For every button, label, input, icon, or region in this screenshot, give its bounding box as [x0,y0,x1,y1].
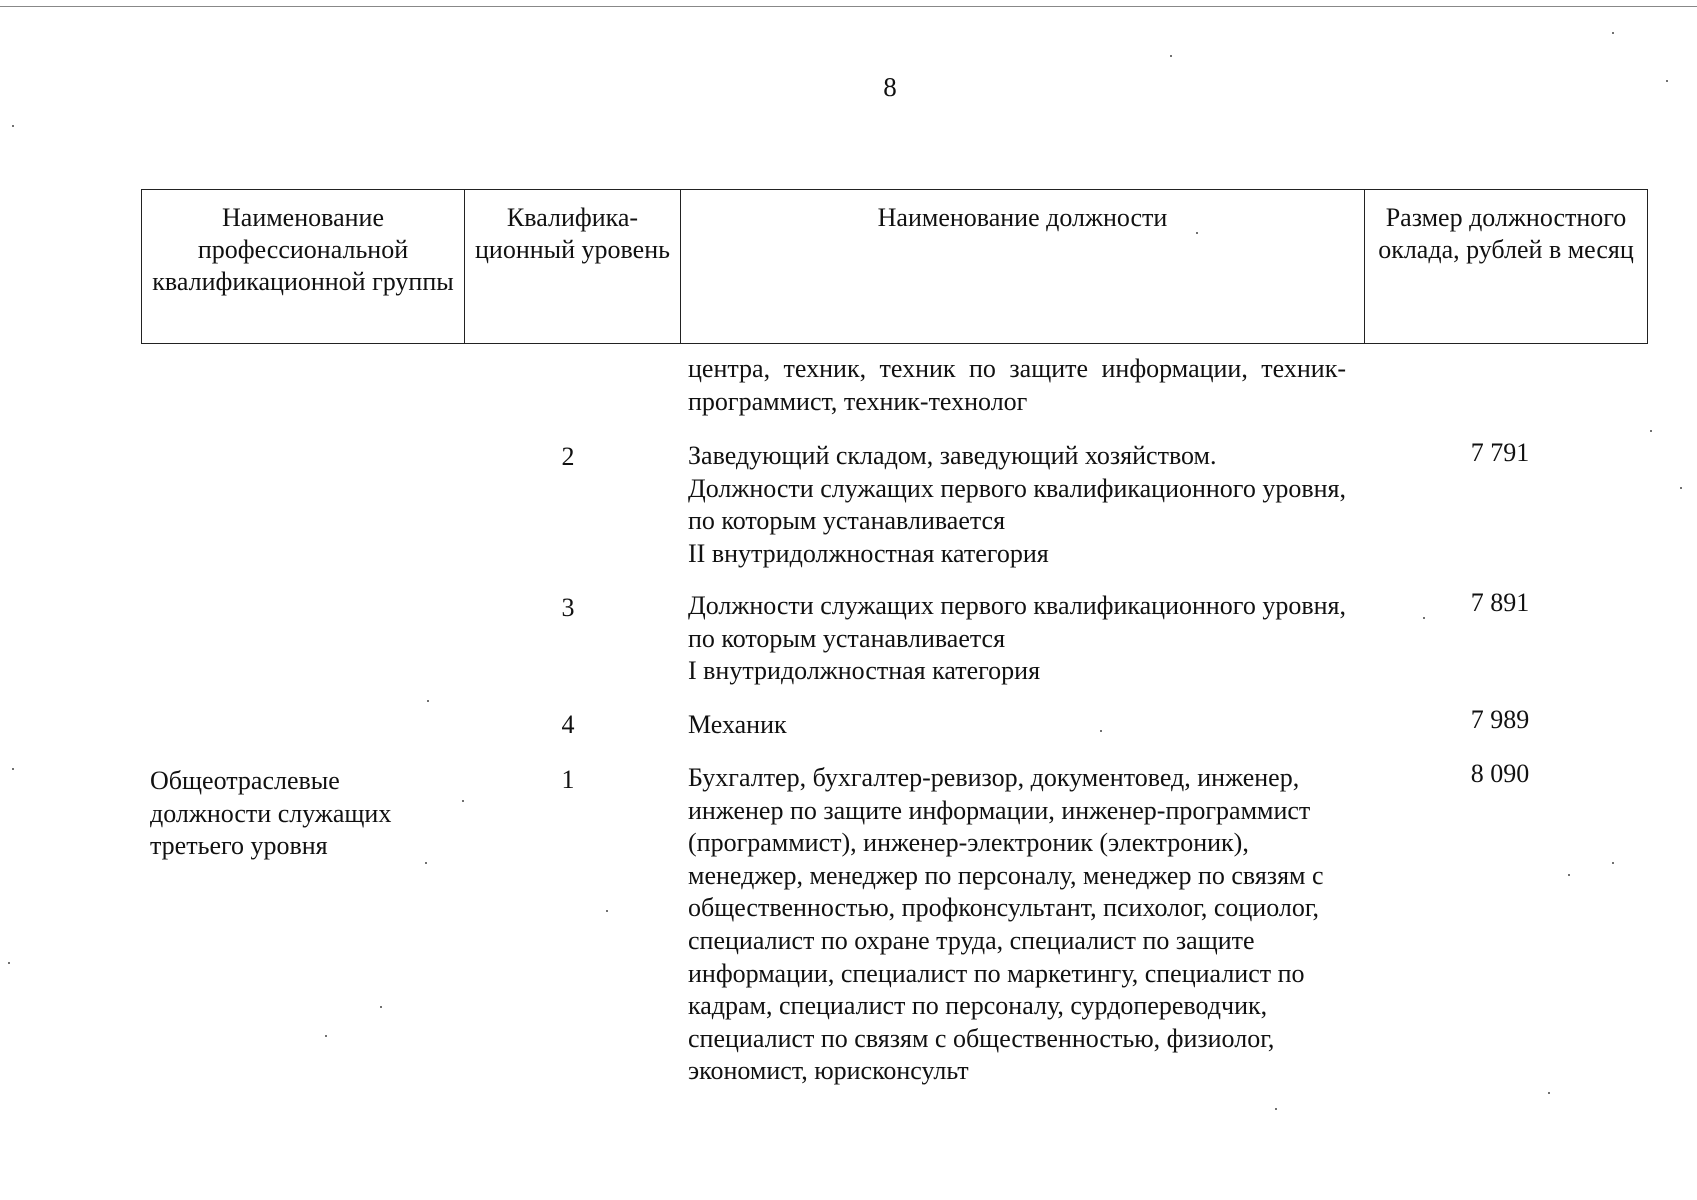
row-3-level: 4 [561,710,575,739]
header-level-cell: Квалифика-ционный уровень [465,190,681,344]
top-rule [0,6,1697,7]
row-3-salary: 7 989 [1470,705,1530,734]
row-4-positions: Бухгалтер, бухгалтер-ревизор, документовед, инженер, инженер по защите информации, инженер-программист (программист), инженер-электроник (электроник), менеджер, менеджер по персоналу, менеджер по связям с общественностью, профконсультант, психолог, социолог, специалист по охране труда, специалист по защите информации, специалист по маркетингу, специалист по кадрам, специалист по персоналу, сурдопереводчик, специалист по связям с общественностью, физиолог, экономист, юрисконсульт [688,763,1324,1086]
header-group-cell: Наименование профессиональной квалификационной группы [142,190,465,344]
row-1-salary: 7 791 [1470,438,1530,467]
row-4-salary: 8 090 [1470,759,1530,788]
header-row [142,190,1648,344]
row-1-level: 2 [561,442,575,471]
page-number: 8 [883,72,897,102]
row-2-positions: Должности служащих первого квалификационного уровня, по которым устанавливается I внутридолжностная категория [688,591,1346,686]
row-4-level: 1 [561,765,575,794]
row-3-positions: Механик [688,710,787,739]
row-2-level: 3 [561,593,575,622]
row-1-positions: Заведующий складом, заведующий хозяйством. Должности служащих первого квалификационного уровня, по которым устанавливается II внутридолжностная категория [688,441,1346,568]
header-salary-cell: Размер должностного оклада, рублей в месяц [1365,190,1648,344]
row-0-positions: центра, техник, техник по защите информации, техник-программист, техник-технолог [688,354,1346,416]
row-2-salary: 7 891 [1470,588,1530,617]
table-header [141,189,1648,344]
header-position-cell: Наименование должности [681,190,1365,344]
row-4-group: Общеотраслевые должности служащих третьего уровня [150,766,392,861]
